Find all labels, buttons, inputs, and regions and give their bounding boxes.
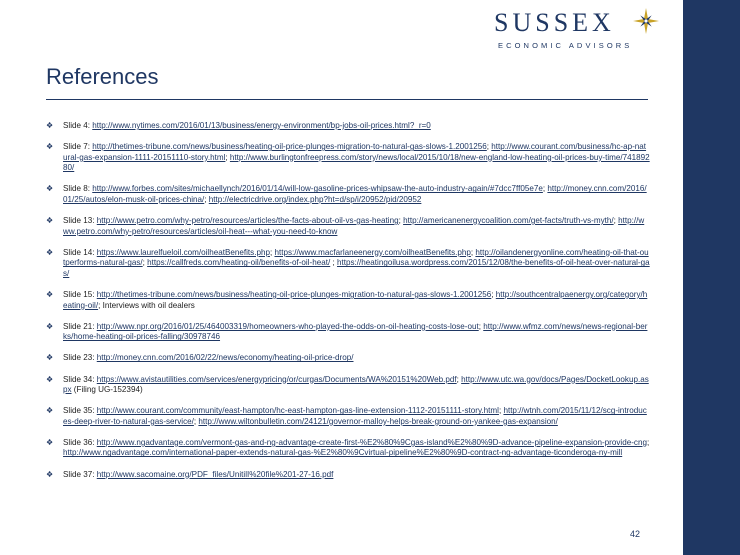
reference-slide-label: Slide 15: [63, 290, 95, 300]
reference-link[interactable]: http://www.petro.com/why-petro/resources/articles/the-facts-about-oil-vs-gas-heating [96, 216, 399, 226]
reference-text: ; [142, 258, 148, 268]
reference-link[interactable]: http://www.petro.com/why-petro/resources/articles/oil-heat---what-you-need-to-know [63, 216, 645, 236]
reference-link[interactable]: http://thetimes-tribune.com/news/business/heating-oil-price-plunges-migration-to-natural-gas-slows-1.2001256 [96, 290, 492, 300]
reference-slide-label: Slide 35: [63, 406, 95, 416]
reference-link[interactable]: http://www.nytimes.com/2016/01/13/business/energy-environment/bp-jobs-oil-prices.html?_r=0 [92, 121, 431, 130]
reference-text: ; [491, 290, 496, 300]
reference-text: ; [193, 416, 199, 426]
reference-link[interactable]: http://americanenergycoalition.com/get-facts/truth-vs-myth/ [403, 216, 614, 226]
reference-link[interactable]: https://www.laurelfueloil.com/oilheatBenefits.php [96, 247, 270, 257]
page-number: 42 [630, 529, 641, 539]
reference-link[interactable]: http://www.utc.wa.gov/docs/Pages/DocketLookup.aspx [63, 374, 649, 395]
reference-link[interactable]: http://money.cnn.com/2016/02/22/news/economy/heating-oil-price-drop/ [96, 353, 354, 363]
reference-slide-label: Slide 14: [63, 247, 95, 257]
reference-link[interactable]: http://www.courant.com/community/east-hampton/hc-east-hampton-gas-line-extension-1112-20151111-story.html [96, 406, 499, 416]
reference-item [46, 142, 650, 174]
reference-item [46, 248, 650, 280]
reference-item [46, 406, 650, 427]
diamond-bullet-icon: ❖ [46, 469, 54, 479]
diamond-bullet-icon: ❖ [46, 247, 54, 257]
reference-text: ; [646, 437, 650, 447]
title-divider [46, 99, 648, 100]
right-accent-bar [683, 0, 740, 555]
logo-tagline: ECONOMIC ADVISORS [498, 41, 633, 50]
diamond-bullet-icon: ❖ [46, 437, 54, 447]
reference-item [46, 375, 650, 396]
page-title: References [46, 64, 159, 89]
reference-item [46, 438, 650, 459]
reference-link[interactable]: http://www.forbes.com/sites/michaellynch/2016/01/14/will-low-gasoline-prices-whipsaw-the-auto-industry-again/#7dcc7ff05e7e [92, 184, 543, 194]
reference-link[interactable]: http://www.wfmz.com/news/news-regional-berks/home-heating-oil-prices-falling/30978746 [63, 321, 648, 342]
reference-link[interactable]: https://callfreds.com/heating-oil/benefits-of-oil-heat/ [147, 258, 331, 268]
diamond-bullet-icon: ❖ [46, 374, 54, 384]
reference-link[interactable]: http://www.npr.org/2016/01/25/464003319/homeowners-who-played-the-odds-on-oil-heating-costs-lose-out [96, 321, 479, 331]
reference-link[interactable]: http://www.sacomaine.org/PDF_files/UnitilI%20file%201-27-16.pdf [96, 469, 334, 479]
reference-item [46, 216, 650, 237]
diamond-bullet-icon: ❖ [46, 290, 54, 300]
reference-slide-label: Slide 23: [63, 353, 95, 363]
reference-link[interactable]: http://www.courant.com/business/hc-ap-natural-gas-expansion-1111-20151110-story.html [63, 142, 647, 162]
reference-text: ; [269, 247, 275, 257]
reference-item [46, 353, 650, 364]
reference-text: ; [478, 321, 484, 331]
reference-item [46, 184, 650, 205]
reference-slide-label: Slide 8: [63, 184, 90, 194]
diamond-bullet-icon: ❖ [46, 142, 54, 152]
reference-text: (Filing UG-152394) [71, 385, 143, 395]
reference-slide-label: Slide 34: [63, 374, 95, 384]
reference-link[interactable]: http://southcentralpaenergy.org/category/heating-oil/ [63, 290, 648, 310]
reference-link[interactable]: http://www.wiltonbulletin.com/24121/governor-malloy-helps-break-ground-on-yankee-gas-expansion/ [198, 416, 558, 426]
reference-item [46, 290, 650, 311]
reference-slide-label: Slide 37: [63, 469, 95, 479]
diamond-bullet-icon: ❖ [46, 321, 54, 331]
reference-slide-label: Slide 21: [63, 321, 95, 331]
reference-link[interactable]: https://heatingoilusa.wordpress.com/2015/12/08/the-benefits-of-oil-heat-over-natural-gas/ [63, 258, 650, 278]
reference-link[interactable]: http://wtnh.com/2015/11/12/scg-introduces-deep-river-to-natural-gas-service/ [63, 406, 647, 426]
reference-item [46, 322, 650, 343]
reference-text: ; [470, 247, 476, 257]
reference-text: ; [204, 194, 209, 204]
logo-wordmark: SUSSEX [494, 8, 615, 37]
diamond-bullet-icon: ❖ [46, 353, 54, 363]
reference-text: ; [613, 216, 619, 226]
reference-text: ; [456, 374, 462, 384]
compass-star-icon [633, 8, 659, 34]
reference-item [46, 470, 650, 481]
reference-text: ; [330, 258, 337, 268]
reference-link[interactable]: http://money.cnn.com/2016/01/25/autos/elon-musk-oil-prices-china/ [63, 184, 647, 204]
reference-slide-label: Slide 7: [63, 142, 90, 152]
reference-link[interactable]: http://www.ngadvantage.com/vermont-gas-and-ng-advantage-create-first-%E2%80%9Cgas-island%E2%80%9D-advance-pipeline-expansion-provide-cng [96, 437, 647, 447]
reference-slide-label: Slide 4: [63, 121, 90, 130]
reference-text: ; [486, 142, 492, 152]
reference-text: ; Interviews with oil dealers [98, 300, 195, 310]
reference-slide-label: Slide 13: [63, 216, 95, 226]
references-list [46, 121, 650, 491]
reference-link[interactable]: http://www.burlingtonfreepress.com/story/news/local/2015/10/18/new-england-low-heating-oil-prices-buy-time/74189280/ [63, 152, 650, 173]
reference-slide-label: Slide 36: [63, 437, 95, 447]
diamond-bullet-icon: ❖ [46, 121, 54, 130]
reference-text: ; [498, 406, 504, 416]
reference-link[interactable]: http://www.ngadvantage.com/international-paper-extends-natural-gas-%E2%80%9Cvirtual-pipeline%E2%80%9D-contract-ng-advantage-ticonderoga-ny-mill [63, 448, 623, 458]
reference-text: ; [542, 184, 548, 194]
reference-link[interactable]: https://www.macfarlaneenergy.com/oilheatBenefits.php [274, 247, 471, 257]
reference-link[interactable]: http://oilandenergyonline.com/heating-oil-that-outperforms-natural-gas/ [63, 247, 649, 268]
reference-text: ; [398, 216, 404, 226]
reference-text: ; [225, 152, 230, 162]
reference-link[interactable]: http://electricdrive.org/index.php?ht=d/sp/i/20952/pid/20952 [208, 194, 422, 204]
reference-link[interactable]: https://www.avistautilities.com/services/energypricing/or/curgas/Documents/WA%20151%20Web.pdf [96, 374, 457, 384]
diamond-bullet-icon: ❖ [46, 216, 54, 226]
diamond-bullet-icon: ❖ [46, 184, 54, 194]
reference-item [46, 121, 650, 132]
diamond-bullet-icon: ❖ [46, 406, 54, 416]
reference-link[interactable]: http://thetimes-tribune.com/news/business/heating-oil-price-plunges-migration-to-natural-gas-slows-1.2001256 [92, 142, 487, 152]
